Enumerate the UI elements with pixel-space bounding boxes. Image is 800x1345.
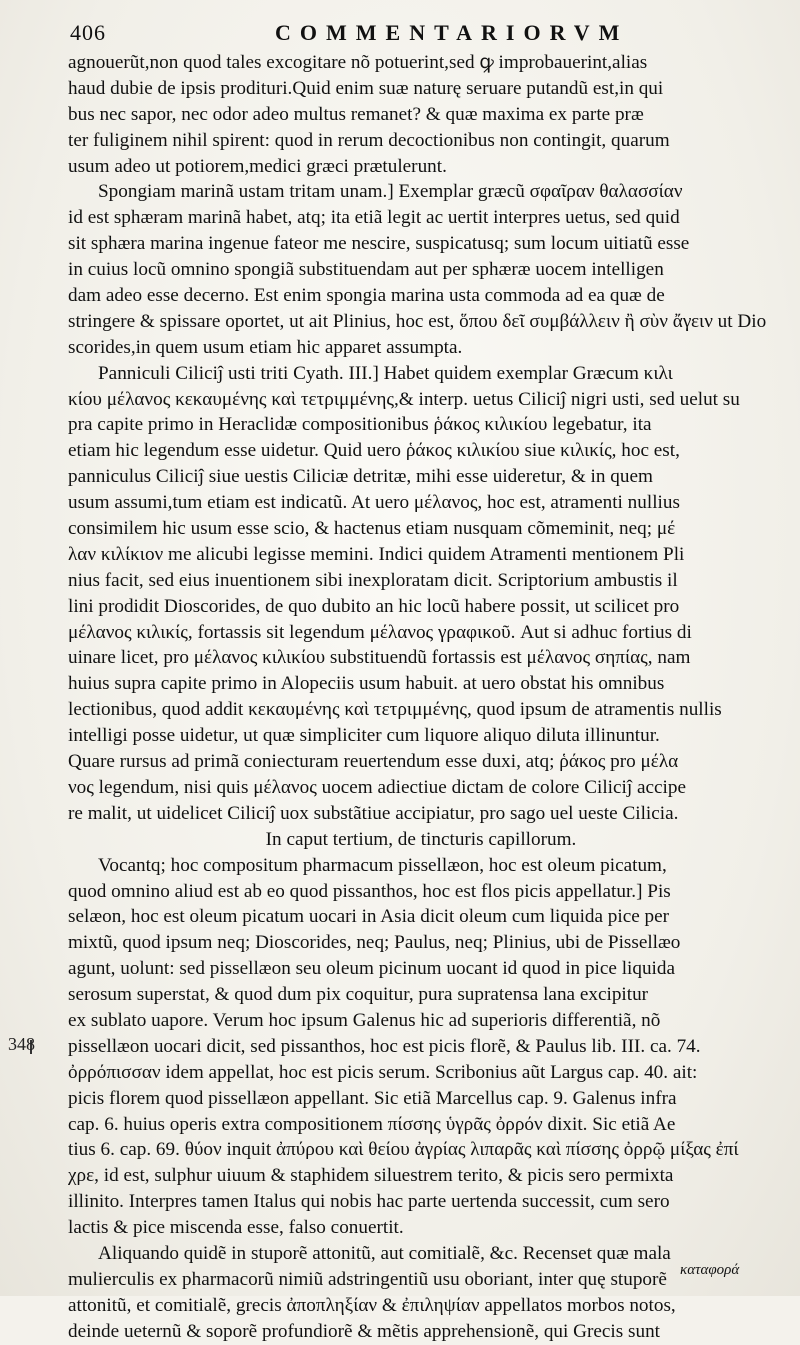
text-line: uinare licet, pro μέλανος κιλικίου substituendũ fortassis est μέλανος σηπίας, nam [68,647,691,669]
text-line: agnouerũt,non quod tales excogitare nõ potuerint,sed ꝙ improbauerint,alias [68,52,648,73]
text-line: re malit, ut uidelicet Ciliciĵ uox substãtiue accipiatur, pro sago uel ueste Cilicia. [68,802,679,824]
text-line: scorides,in quem usum etiam hic apparet assumpta. [68,336,463,358]
text-line: tius 6. cap. 69. θύον inquit ἀπύρου καὶ θείου ἀγρίας λιπαρᾶς καὶ πίσσης ὀρρῷ μίξας ἐπί [68,1139,739,1161]
text-line: usum adeo ut potiorem,medici græci prætulerunt. [68,155,447,177]
text-line: Vocantq; hoc compositum pharmacum pissellæon, hoc est oleum picatum, [98,854,667,876]
text-line: lini prodidit Dioscorides, de quo dubito an hic locũ habere possit, ut scilicet pro [68,595,680,617]
catchword: καταφορά [680,1262,740,1278]
margin-note: 348 [8,1034,35,1054]
text-line: id est sphæram marinã habet, atq; ita etiã legit ac uertit interpres uetus, sed quid [68,207,680,229]
text-line: in cuius locũ omnino spongiã substituendam aut per sphæræ uocem intelligen [68,259,664,281]
text-line: pissellæon uocari dicit, sed pissanthos, hoc est picis florẽ, & Paulus lib. III. ca. 74. [68,1035,701,1057]
text-line: bus nec sapor, nec odor adeo multus remanet? & quæ maxima ex parte præ [68,103,644,125]
text-line: mulierculis ex pharmacorũ nimiũ adstringentiũ usu oboriant, inter quę stuporẽ [68,1268,667,1290]
text-line: usum assumi,tum etiam est indicatũ. At uero μέλανος, hoc est, atramenti nullius [68,492,680,514]
text-line: illinito. Interpres tamen Italus qui nobis hac parte uertenda successit, cum sero [68,1191,670,1213]
page-number: 406 [70,20,106,45]
text-line: quod omnino aliud est ab eo quod pissanthos, hoc est flos picis appellatur.] Pis [68,880,671,902]
text-line: haud dubie de ipsis prodituri.Quid enim suæ naturę seruare putandũ est,in qui [68,77,664,99]
text-line: sit sphæra marina ingenue fateor me nescire, suspicatusq; sum locum uitiatũ esse [68,233,690,255]
text-line: Aliquando quidẽ in stuporẽ attonitũ, aut comitialẽ, &c. Recenset quæ mala [98,1242,671,1264]
text-line: huius supra capite primo in Alopeciis usum habuit. at uero obstat his omnibus [68,673,665,695]
text-line: nius facit, sed eius inuentionem sibi inexploratam dicit. Scriptorium ambustis il [68,569,678,591]
text-line: lectionibus, quod addit κεκαυμένης καὶ τετριμμένης, quod ipsum de atramentis nullis [68,699,722,721]
text-line: etiam hic legendum esse uidetur. Quid uero ῥάκος κιλικίου siue κιλικίς, hoc est, [68,440,680,462]
section-heading: In caput tertium, de tincturis capillorum. [265,828,577,850]
text-line: attonitũ, et comitialẽ, grecis ἀποπληξίαν & ἐπιληψίαν appellatos morbos notos, [68,1294,676,1316]
text-line: panniculus Ciliciĵ siue uestis Ciliciæ detritæ, mihi esse uideretur, & in quem [68,466,653,488]
text-line: picis florem quod pissellæon appellant. Sic etiã Marcellus cap. 9. Galenus infra [68,1087,677,1109]
text-line: cap. 6. huius operis extra compositionem πίσσης ὑγρᾶς ὀρρόν dixit. Sic etiã Ae [68,1113,676,1135]
text-line: λαν κιλίκιον me alicubi legisse memini. Indici quidem Atramenti mentionem Pli [68,543,685,565]
text-line: agunt, uolunt: sed pissellæon seu oleum picinum uocant id quod in pice liquida [68,958,675,980]
text-line: selæon, hoc est oleum picatum uocari in Asia dicit oleum cum liquida pice per [68,906,670,928]
running-title: COMMENTARIORVM [275,20,629,45]
page-header [70,14,770,54]
text-line: stringere & spissare oportet, ut ait Plinius, hoc est, ὅπου δεῖ συμβάλλειν ἢ σὺν ἄγειν ut Dio [68,310,767,332]
text-line: χρε, id est, sulphur uiuum & staphidem siluestrem terito, & picis sero permixta [68,1165,674,1187]
text-line: pra capite primo in Heraclidæ compositionibus ῥάκος κιλικίου legebatur, ita [68,414,652,436]
text-line: ter fuliginem nihil spirent: quod in rerum decoctionibus non contingit, quarum [68,129,670,151]
body-text [68,50,774,1345]
text-line: μέλανος κιλικίς, fortassis sit legendum μέλανος γραφικοῦ. Aut si adhuc fortius di [68,621,692,643]
text-line: deinde ueternũ & soporẽ profundiorẽ & mẽtis apprehensionẽ, qui Grecis sunt [68,1320,660,1342]
text-line: serosum superstat, & quod dum pix coquitur, pura supratensa lana excipitur [68,984,649,1006]
text-line: κίου μέλανος κεκαυμένης καὶ τετριμμένης,& interp. uetus Ciliciĵ nigri usti, sed uelut su [68,388,740,410]
text-line: ὀρρόπισσαν idem appellat, hoc est picis serum. Scribonius aũt Largus cap. 40. ait: [68,1061,698,1083]
text-line: Panniculi Ciliciĵ usti triti Cyath. III.] Habet quidem exemplar Græcum κιλι [98,362,673,384]
text-line: νος legendum, nisi quis μέλανος uocem adiectiue dictam de colore Ciliciĵ accipe [68,776,686,798]
text-line: ex sublato uapore. Verum hoc ipsum Galenus hic ad superioris differentiã, nõ [68,1009,661,1031]
text-line: lactis & pice miscenda esse, falso conuertit. [68,1217,404,1239]
text-line: mixtũ, quod ipsum neq; Dioscorides, neq; Paulus, neq; Plinius, ubi de Pissellæo [68,932,681,954]
text-line: intelligi posse uidetur, ut quæ simpliciter cum liquore aliquo diluta illinuntur. [68,725,660,747]
text-line: Spongiam marinã ustam tritam unam.] Exemplar græcũ σφαῖραν θαλασσίαν [98,181,683,203]
text-line: Quare rursus ad primã coniecturam reuertendum esse duxi, atq; ῥάκος pro μέλα [68,751,679,773]
text-line: consimilem hic usum esse scio, & hactenus etiam nusquam cõmeminit, neq; μέ [68,518,676,540]
text-line: dam adeo esse decerno. Est enim spongia marina usta commoda ad ea quæ de [68,285,665,307]
